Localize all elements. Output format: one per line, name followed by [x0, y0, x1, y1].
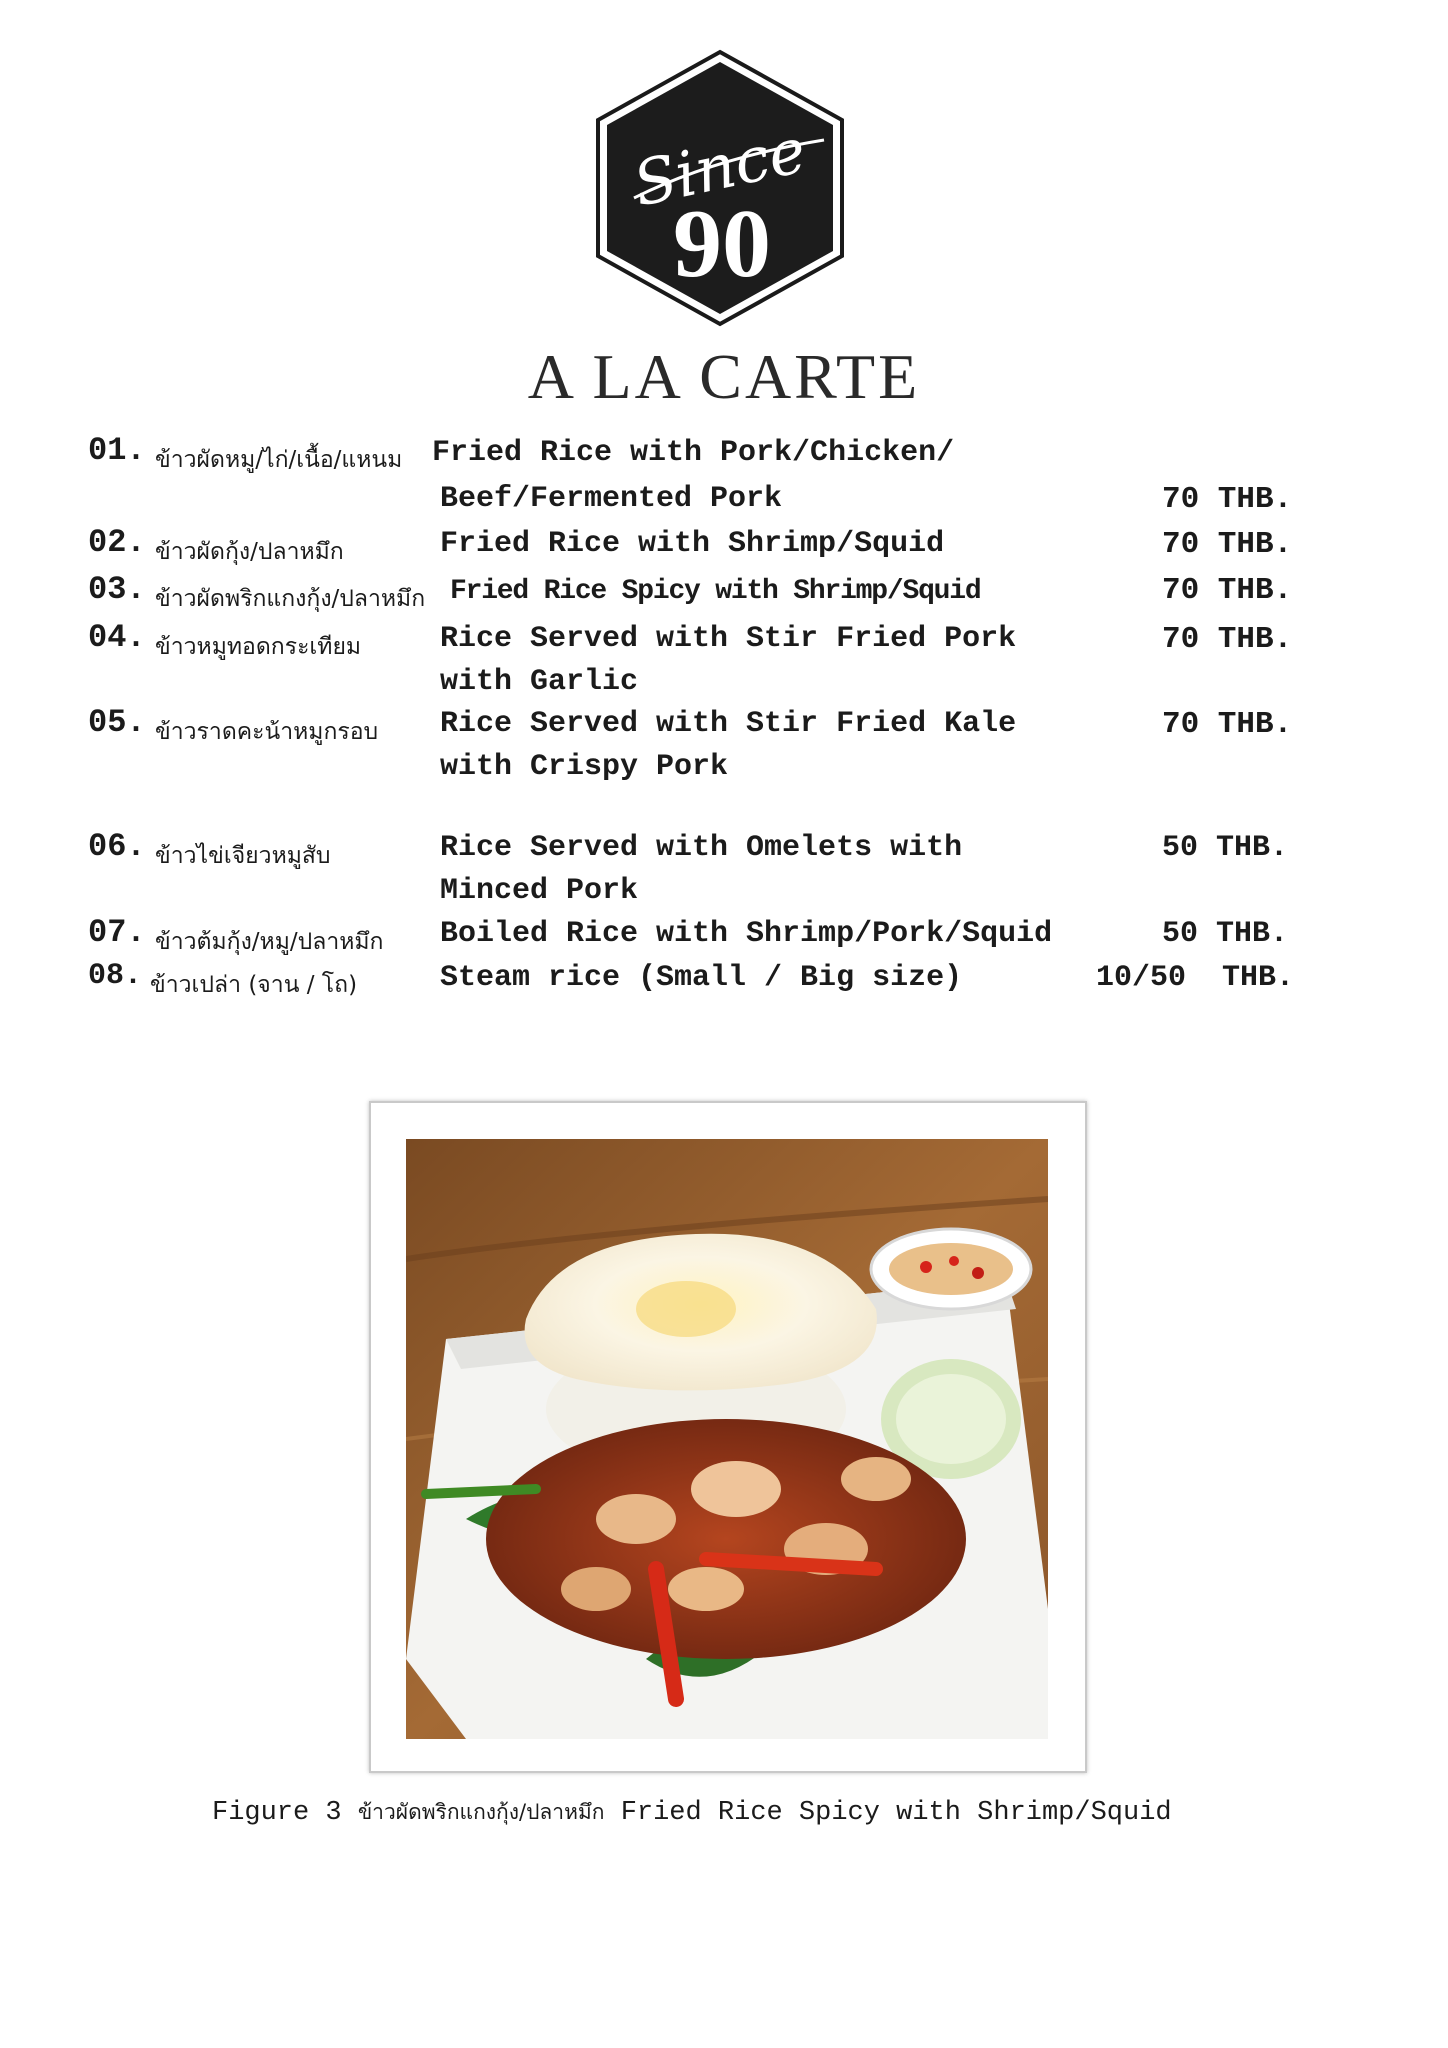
caption-thai: ข้าวผัดพริกแกงกุ้ง/ปลาหมึก: [357, 1800, 605, 1824]
item-thai-name: ข้าวผัดพริกแกงกุ้ง/ปลาหมึก: [155, 586, 426, 612]
item-number: 05.: [88, 704, 146, 741]
item-number: 02.: [88, 524, 146, 561]
item-thai-name: ข้าวเปล่า (จาน / โถ): [150, 972, 358, 998]
logo-text-90: 90: [673, 190, 771, 298]
item-english-name: Rice Served with Omelets with: [440, 831, 963, 865]
item-english-name: Rice Served with Stir Fried Kale: [440, 707, 1017, 741]
item-price: 70 THB.: [1162, 622, 1293, 657]
item-english-name: Boiled Rice with Shrimp/Pork/Squid: [440, 917, 1053, 951]
caption-english: Fried Rice Spicy with Shrimp/Squid: [620, 1798, 1172, 1828]
item-english-name-line2: with Garlic: [440, 665, 639, 699]
item-number: 07.: [88, 914, 146, 951]
item-english-name-line2: Minced Pork: [440, 874, 639, 908]
item-thai-name: ข้าวราดคะน้าหมูกรอบ: [155, 719, 379, 745]
item-price: 10/50 THB.: [1096, 961, 1295, 995]
item-price: 70 THB.: [1162, 482, 1293, 517]
item-english-name: Rice Served with Stir Fried Pork: [440, 622, 1017, 656]
item-price: 50 THB.: [1162, 917, 1289, 951]
item-english-name-line2: with Crispy Pork: [440, 750, 729, 784]
item-number: 03.: [88, 571, 146, 608]
menu-list: [0, 0, 1448, 1000]
item-price: 70 THB.: [1162, 707, 1293, 742]
dish-photo-frame: [369, 1101, 1087, 1773]
item-thai-name: ข้าวผัดกุ้ง/ปลาหมึก: [155, 539, 344, 565]
item-price: 70 THB.: [1162, 527, 1293, 562]
page-title: A LA CARTE: [527, 341, 921, 412]
item-number: 06.: [88, 828, 146, 865]
item-number: 08.: [88, 959, 143, 993]
item-number: 01.: [88, 432, 146, 469]
item-thai-name: ข้าวไข่เจียวหมูสับ: [155, 843, 331, 869]
dish-photo: [406, 1139, 1048, 1739]
item-english-name: Fried Rice with Pork/Chicken/: [432, 436, 955, 470]
item-thai-name: ข้าวต้มกุ้ง/หมู/ปลาหมึก: [155, 929, 384, 955]
item-english-name: Steam rice (Small / Big size): [440, 961, 963, 995]
caption-prefix: Figure 3: [212, 1798, 342, 1828]
logo-text-since: Since: [627, 113, 813, 221]
item-thai-name: ข้าวหมูทอดกระเทียม: [155, 634, 362, 660]
figure-caption: [212, 1796, 1172, 1829]
item-thai-name: ข้าวผัดหมู/ไก่/เนื้อ/แหนม: [155, 447, 403, 473]
item-price: 70 THB.: [1162, 573, 1293, 608]
item-english-name: Fried Rice with Shrimp/Squid: [440, 527, 945, 561]
item-number: 04.: [88, 619, 146, 656]
item-price: 50 THB.: [1162, 831, 1289, 865]
item-english-name-line2: Beef/Fermented Pork: [440, 482, 783, 516]
fried-rice-dish-image: [406, 1139, 1048, 1739]
item-english-name: Fried Rice Spicy with Shrimp/Squid: [450, 576, 981, 607]
